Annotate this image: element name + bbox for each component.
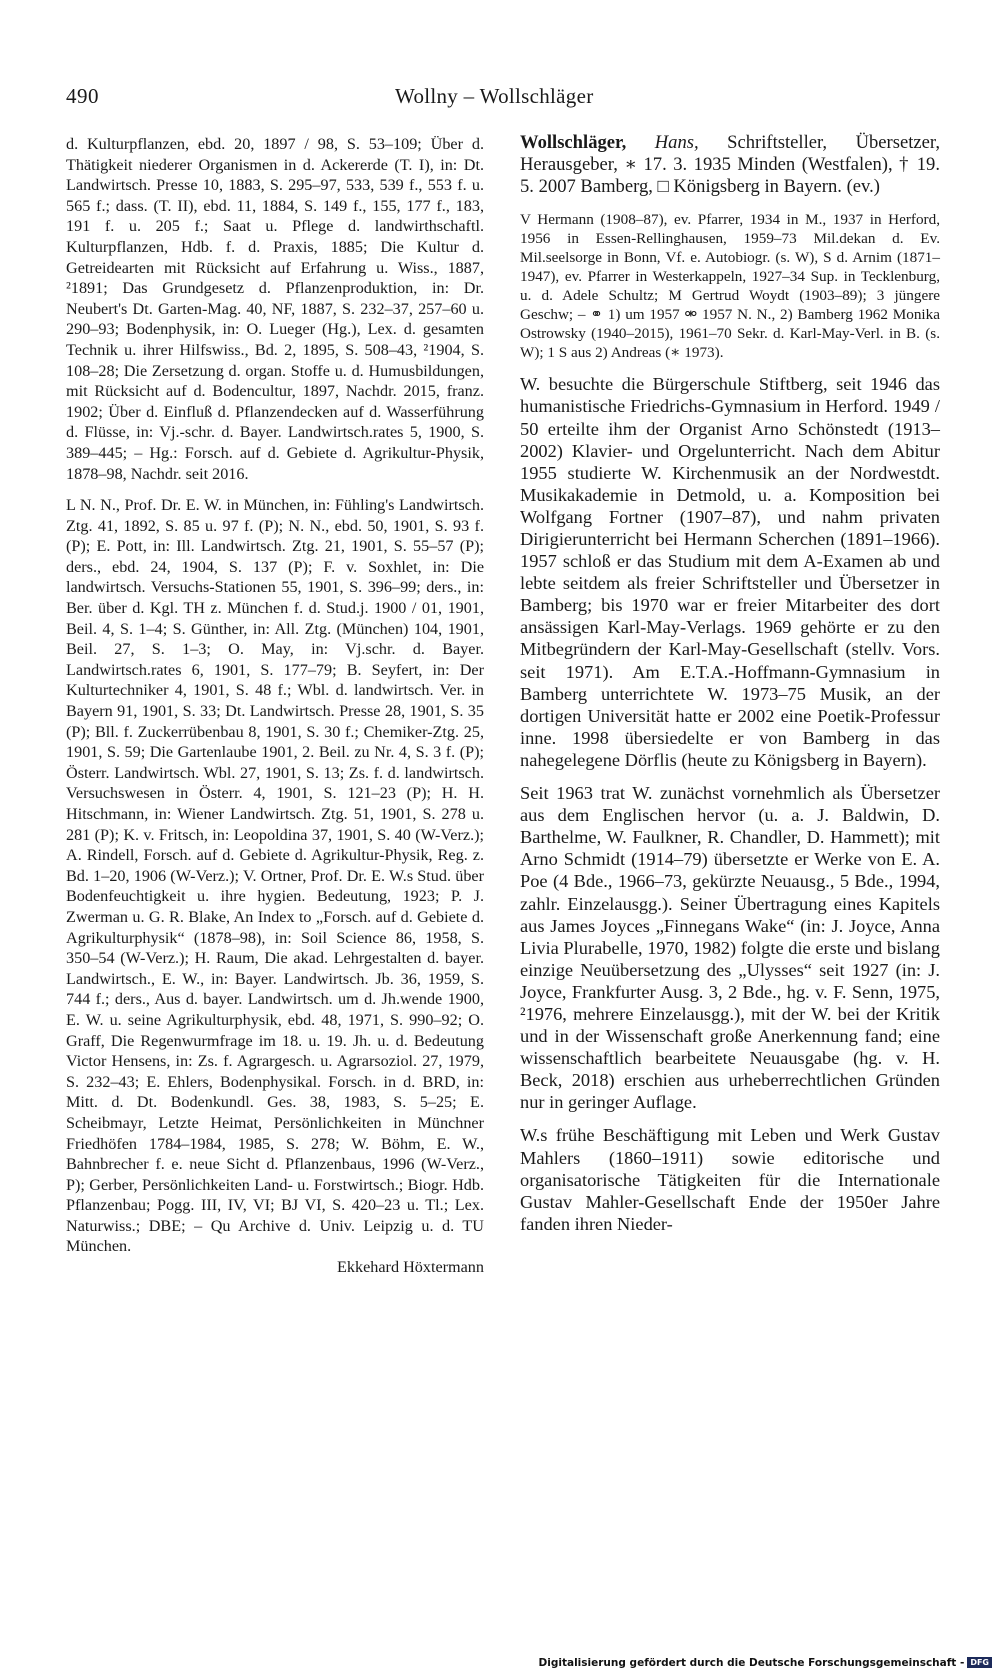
body-paragraph-mahler: W.s frühe Beschäftigung mit Leben und Werk Gustav Mahlers (1860–1911) sowie editorische und organisatorische Tätigkeiten für die Internationale Gustav Mahler-Gesellschaft Ende der 1950er Jahre fanden ihren Nieder- <box>520 1125 940 1234</box>
entry-firstname: Hans, <box>654 132 699 153</box>
left-column <box>66 134 484 1278</box>
entry-header <box>520 132 940 199</box>
family-paragraph: V Hermann (1908–87), ev. Pfarrer, 1934 in M., 1937 in Herford, 1956 in Essen-Rellinghausen, 1959–73 Mil.dekan d. Ev. Mil.seelsorge in Bonn, Vf. e. Autobiogr. (s. W), S d. Arnim (1871–1947), ev. Pfarrer in Westerkappeln, 1927–34 Sup. in Tecklenburg, u. d. Adele Schultz; M Gertrud Woydt (1903–89); 3 jüngere Geschw; – ⚭ 1) um 1957 ⚮ 1957 N. N., 2) Bamberg 1962 Monika Ostrowsky (1940–2015), 1961–70 Sekr. d. Karl-May-Verl. in B. (s. W); 1 S aus 2) Andreas (∗ 1973). <box>520 210 940 362</box>
right-column <box>520 132 940 1235</box>
works-paragraph: d. Kulturpflanzen, ebd. 20, 1897 / 98, S. 53–109; Über d. Thätigkeit niederer Organismen in d. Ackererde (T. I), in: Dt. Landwirtsch. Presse 10, 1883, S. 295–97, 533, 539 f., 553 f. u. 565 f.; dass. (T. II), ebd. 11, 1884, S. 149 f., 155, 177 f., 183, 191 f. u. 205 f.; Saat u. Pflege d. landwirthschaftl. Kulturpflanzen, Hdb. f. d. Praxis, 1885; Die Kultur d. Getreidearten mit Rücksicht auf Erfahrung u. Wiss., 1887, ²1891; Das Grundgesetz d. Pflanzenproduktion, in: Dr. Neubert's Dt. Garten-Mag. 40, NF, 1887, S. 232–37, 257–60 u. 290–93; Bodenphysik, in: O. Lueger (Hg.), Lex. d. gesamten Technik u. ihrer Hilfswiss., Bd. 2, 1895, S. 508–43, ²1904, S. 108–28; Die Zersetzung d. organ. Stoffe u. d. Humusbildungen, mit Rücksicht auf d. Bodencultur, 1897, Nachdr. 2015, franz. 1902; Über d. Einfluß d. Pflanzendecken auf d. Wasserführung d. Flüsse, in: Vj.-schr. d. Bayer. Landwirtsch.rates 5, 1900, S. 389–445; – Hg.: Forsch. auf d. Gebiete d. Agrikultur-Physik, 1878–98, Nachdr. seit 2016. <box>66 135 484 483</box>
literature-paragraph: L N. N., Prof. Dr. E. W. in München, in: Fühling's Landwirtsch. Ztg. 41, 1892, S. 85 u. 97 f. (P); N. N., ebd. 50, 1901, S. 93 f. (P); E. Pott, in: Ill. Landwirtsch. Ztg. 21, 1901, S. 55–57 (P); ders., ebd. 24, 1904, S. 137 (P); F. v. Soxhlet, in: Die landwirtsch. Versuchs-Stationen 55, 1901, S. 396–99; ders., in: Ber. über d. Kgl. TH z. München f. d. Stud.j. 1900 / 01, 1901, Beil. 4, S. 1–4; S. Günther, in: All. Ztg. (München) 104, 1901, Beil. 27, S. 1–3; O. May, in: Vj.schr. d. Bayer. Landwirtsch.rates 6, 1901, S. 177–79; B. Seyfert, in: Der Kulturtechniker 4, 1901, S. 48 f.; Wbl. d. landwirtsch. Ver. in Bayern 91, 1901, S. 33; Dt. Landwirtsch. Presse 28, 1901, S. 35 (P); Bll. f. Zuckerrübenbau 8, 1901, S. 30 f.; Chemiker-Ztg. 25, 1901, S. 59; Die Gartenlaube 1901, 2. Beil. zu Nr. 4, S. 3 f. (P); Österr. Landwirtsch. Wbl. 27, 1901, S. 13; Zs. f. d. landwirtsch. Versuchswesen in Österr. 4, 1901, S. 121–23 (P); H. H. Hitschmann, in: Wiener Landwirtsch. Ztg. 51, 1901, S. 278 u. 281 (P); K. v. Fritsch, in: Leopoldina 37, 1901, S. 40 (W-Verz.); A. Rindell, Forsch. auf d. Gebiete d. Agrikultur-Physik, Reg. z. Bd. 1–20, 1906 (W-Verz.); V. Ortner, Prof. Dr. E. W.s Stud. über Bodenfeuchtigkeit u. ihre hygien. Bedeutung, 1923; P. J. Zwerman u. G. R. Blake, An Index to „Forsch. auf d. Gebiete d. Agrikulturphysik“ (1878–98), in: Soil Science 86, 1958, S. 350–54 (W-Verz.); H. Raum, Die akad. Lehrgestalten d. bayer. Landwirtsch., E. W., in: Bayer. Landwirtsch. Jb. 36, 1959, S. 744 f.; ders., Aus d. bayer. Landwirtsch. um d. Jh.wende 1900, E. W. u. seine Agrikulturphysik, ebd. 48, 1971, S. 990–92; O. Graff, Die Regenwurmfrage im 18. u. 19. Jh. u. d. Bedeutung Victor Hensens, in: Zs. f. Agrargesch. u. Agrarsoziol. 27, 1979, S. 232–43; E. Ehlers, Bodenphysikal. Forsch. in d. BRD, in: Mitt. d. Dt. Bodenkundl. Ges. 38, 1983, S. 5–25; E. Scheibmayr, Letzte Heimat, Persönlichkeiten in Münchner Friedhöfen 1784–1984, 1985, S. 278; W. Böhm, E. W., Bahnbrecher f. e. neue Sicht d. Pflanzenbaus, 1996 (W-Verz., P); Gerber, Persönlichkeiten Land- u. Forstwirtsch.; Biogr. Hdb. Pflanzenbau; Pogg. III, IV, VI; BJ VI, S. 420–23 u. Tl.; Lex. Naturwiss.; DBE; – Qu Archive d. Univ. Leipzig u. d. TU München. <box>66 496 484 1256</box>
dfg-logo: DFG <box>967 1657 992 1668</box>
article-author: Ekkehard Höxtermann <box>337 1258 484 1277</box>
footer-text: Digitalisierung gefördert durch die Deutsche Forschungsgemeinschaft - <box>538 1657 965 1669</box>
digitization-footer <box>539 1657 992 1669</box>
running-head: Wollny – Wollschläger <box>395 84 594 108</box>
entry-details: Schriftsteller, Übersetzer, Herausgeber, ∗ 17. 3. 1935 Minden (Westfalen), † 19. 5. 2007 Bamberg, □ Königsberg in Bayern. (ev.) <box>520 132 940 198</box>
body-paragraph-translations: Seit 1963 trat W. zunächst vornehmlich als Übersetzer aus dem Englischen hervor (u. a. J. Baldwin, D. Barthelme, W. Faulkner, R. Chandler, D. Hammett); mit Arno Schmidt (1914–79) übersetzte er Werke von E. A. Poe (4 Bde., 1966–73, gekürzte Neuausg., 5 Bde., 1994, zahlr. Einzelausgg.). Seiner Übertragung eines Kapitels aus James Joyces „Finnegans Wake“ (in: J. Joyce, Anna Livia Plurabelle, 1970, 1982) folgte die erste und bislang einzige Neuübersetzung des „Ulysses“ seit 1927 (in: J. Joyce, Frankfurter Ausg. 3, 2 Bde., hg. v. F. Senn, 1975, ²1976, mehrere Einzelausgg.), mit der W. bei der Kritik und in der Wissenschaft große Anerkennung fand; eine wissenschaftlich bearbeitete Neuausgabe (hg. v. H. Beck, 2018) erschien aus urheberrechtlichen Gründen nur in geringer Auflage. <box>520 783 940 1113</box>
entry-surname: Wollschläger, <box>520 132 627 153</box>
body-paragraph-education: W. besuchte die Bürgerschule Stiftberg, seit 1946 das humanistische Friedrichs-Gymnasium in Herford. 1949 / 50 erteilte ihm der Organist Arno Schönstedt (1913–2002) Klavier- und Orgelunterricht. Nach dem Abitur 1955 studierte W. Kirchenmusik an der Nordwestdt. Musikakademie in Detmold, u. a. Komposition bei Wolfgang Fortner (1907–87), und nahm privaten Dirigierunterricht bei Hermann Scherchen (1891–1966). 1957 schloß er das Studium mit dem A-Examen ab und lebte seitdem als freier Schriftsteller und Übersetzer in Bamberg; bis 1970 war er freier Mitarbeiter des dort ansässigen Karl-May-Verlags. 1969 gehörte er zu den Mitbegründern der Karl-May-Gesellschaft (stellv. Vors. seit 1971). Am E.T.A.-Hoffmann-Gymnasium in Bamberg unterrichtete W. 1973–75 Musik, an der dortigen Universität hatte er 2002 eine Poetik-Professur inne. 1998 übersiedelte er von Bamberg in das nahegelegene Dörflis (heute zu Königsberg in Bayern). <box>520 374 940 770</box>
page-number: 490 <box>66 84 99 108</box>
